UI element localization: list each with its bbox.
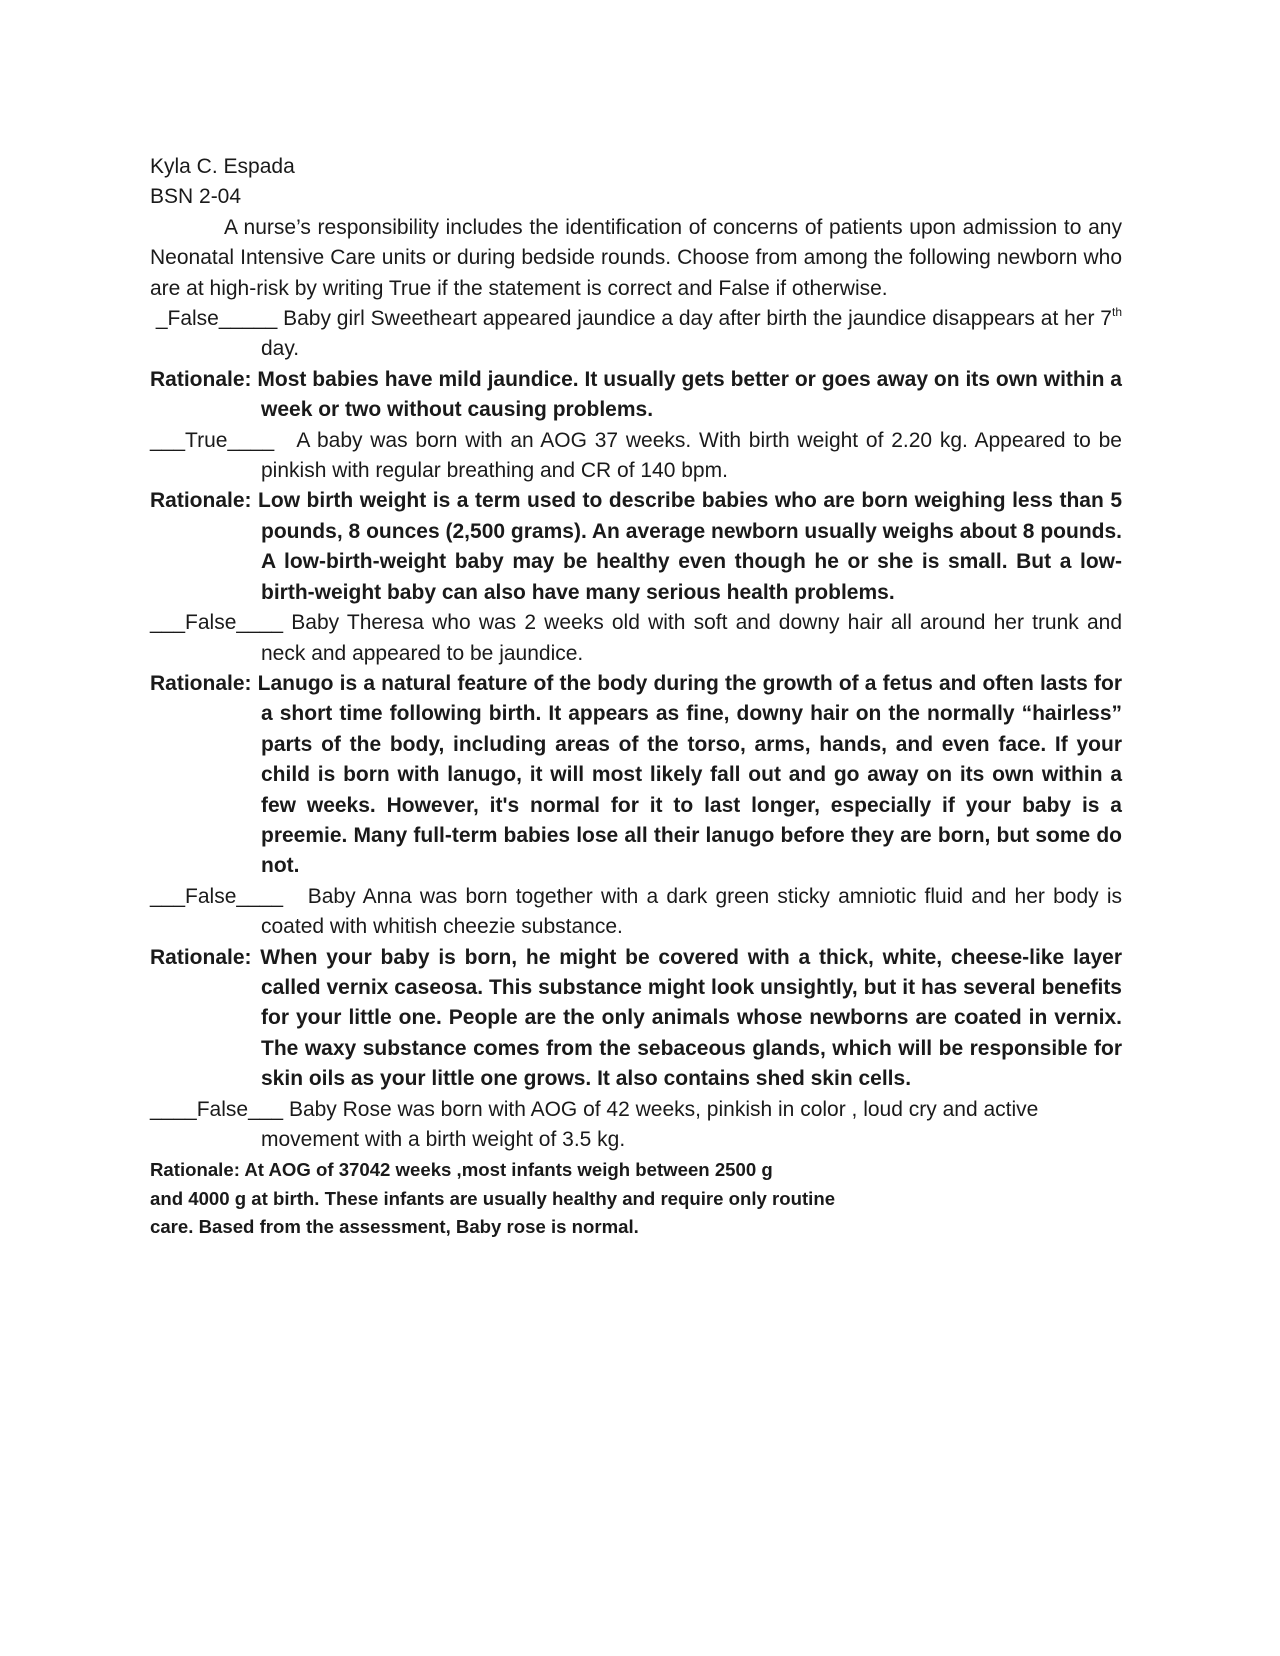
rationale-2 [150, 486, 1122, 608]
question-statement-end: day. [261, 337, 300, 361]
rationale-label: Rationale: [150, 671, 252, 695]
answer-blank: ____False___ [150, 1097, 284, 1121]
answer-blank: ___False____ [150, 884, 284, 908]
rationale-3 [150, 669, 1122, 882]
question-statement: Baby Anna was born together with a dark green sticky amniotic fluid and her body is coated with whitish cheezie substance. [261, 884, 1128, 939]
answer-blank: ___False____ [150, 611, 284, 635]
document-page [150, 152, 1128, 1242]
question-statement: A baby was born with an AOG 37 weeks. With birth weight of 2.20 kg. Appeared to be pinkish with regular breathing and CR of 140 bpm. [261, 428, 1128, 483]
rationale-label: Rationale: [150, 945, 252, 969]
instructions-paragraph: A nurse’s responsibility includes the identification of concerns of patients upon admission to any Neonatal Intensive Care units or during bedside rounds. Choose from among the following newborn who are at high-risk by writing True if the statement is correct and False if otherwise. [150, 215, 1122, 300]
question-item-3 [150, 608, 1122, 669]
answer-blank: _False_____ [150, 307, 278, 331]
rationale-label: Rationale: [150, 489, 252, 513]
rationale-5 [150, 1156, 1122, 1241]
rationale-1 [150, 365, 1122, 426]
rationale-line: and 4000 g at birth. These infants are usually healthy and require only routine [150, 1187, 836, 1209]
student-section: BSN 2-04 [150, 185, 242, 209]
rationale-4 [150, 943, 1122, 1095]
rationale-text: When your baby is born, he might be covered with a thick, white, cheese-like layer called vernix caseosa. This substance might look unsightly, but it has several benefits for your little one. People are the only animals whose newborns are coated in vernix. The waxy substance comes from the sebaceous glands, which will be responsible for skin oils as your little one grows. It also contains shed skin cells. [251, 945, 1122, 1091]
ordinal-suffix: th [1111, 305, 1122, 320]
question-item-2 [150, 426, 1128, 487]
student-name: Kyla C. Espada [150, 155, 295, 178]
question-item-4 [150, 882, 1128, 943]
question-item-1 [150, 304, 1122, 365]
rationale-line: care. Based from the assessment, Baby rose is normal. [150, 1216, 639, 1238]
rationale-text: Lanugo is a natural feature of the body during the growth of a fetus and often lasts for a short time following birth. It appears as fine, downy hair on the normally “hairless” parts of the body, including areas of the torso, arms, hands, and even face. If your child is born with lanugo, it will most likely fall out and go away on its own within a few weeks. However, it's normal for it to last longer, especially if your baby is a preemie. Many full-term babies lose all their lanugo before they are born, but some do not. [251, 671, 1122, 878]
answer-blank: ___True____ [150, 428, 275, 452]
question-item-5 [150, 1095, 1122, 1156]
question-statement: Baby girl Sweetheart appeared jaundice a day after birth the jaundice disappears at her 7 [277, 307, 1112, 331]
rationale-text: Low birth weight is a term used to describe babies who are born weighing less than 5 pounds, 8 ounces (2,500 grams). An average newborn usually weighs about 8 pounds. A low-birth-weight baby may be healthy even though he or she is small. But a low-birth-weight baby can also have many serious health problems. [251, 489, 1122, 604]
rationale-label: Rationale: [150, 367, 252, 391]
rationale-line: Rationale: At AOG of 37042 weeks ,most infants weigh between 2500 g [150, 1159, 773, 1181]
question-statement: Baby Rose was born with AOG of 42 weeks, pinkish in color , loud cry and active movement with a birth weight of 3.5 kg. [261, 1097, 1039, 1151]
question-statement: Baby Theresa who was 2 weeks old with soft and downy hair all around her trunk and neck and appeared to be jaundice. [261, 611, 1122, 665]
rationale-text: Most babies have mild jaundice. It usually gets better or goes away on its own within a week or two without causing problems. [251, 367, 1122, 422]
